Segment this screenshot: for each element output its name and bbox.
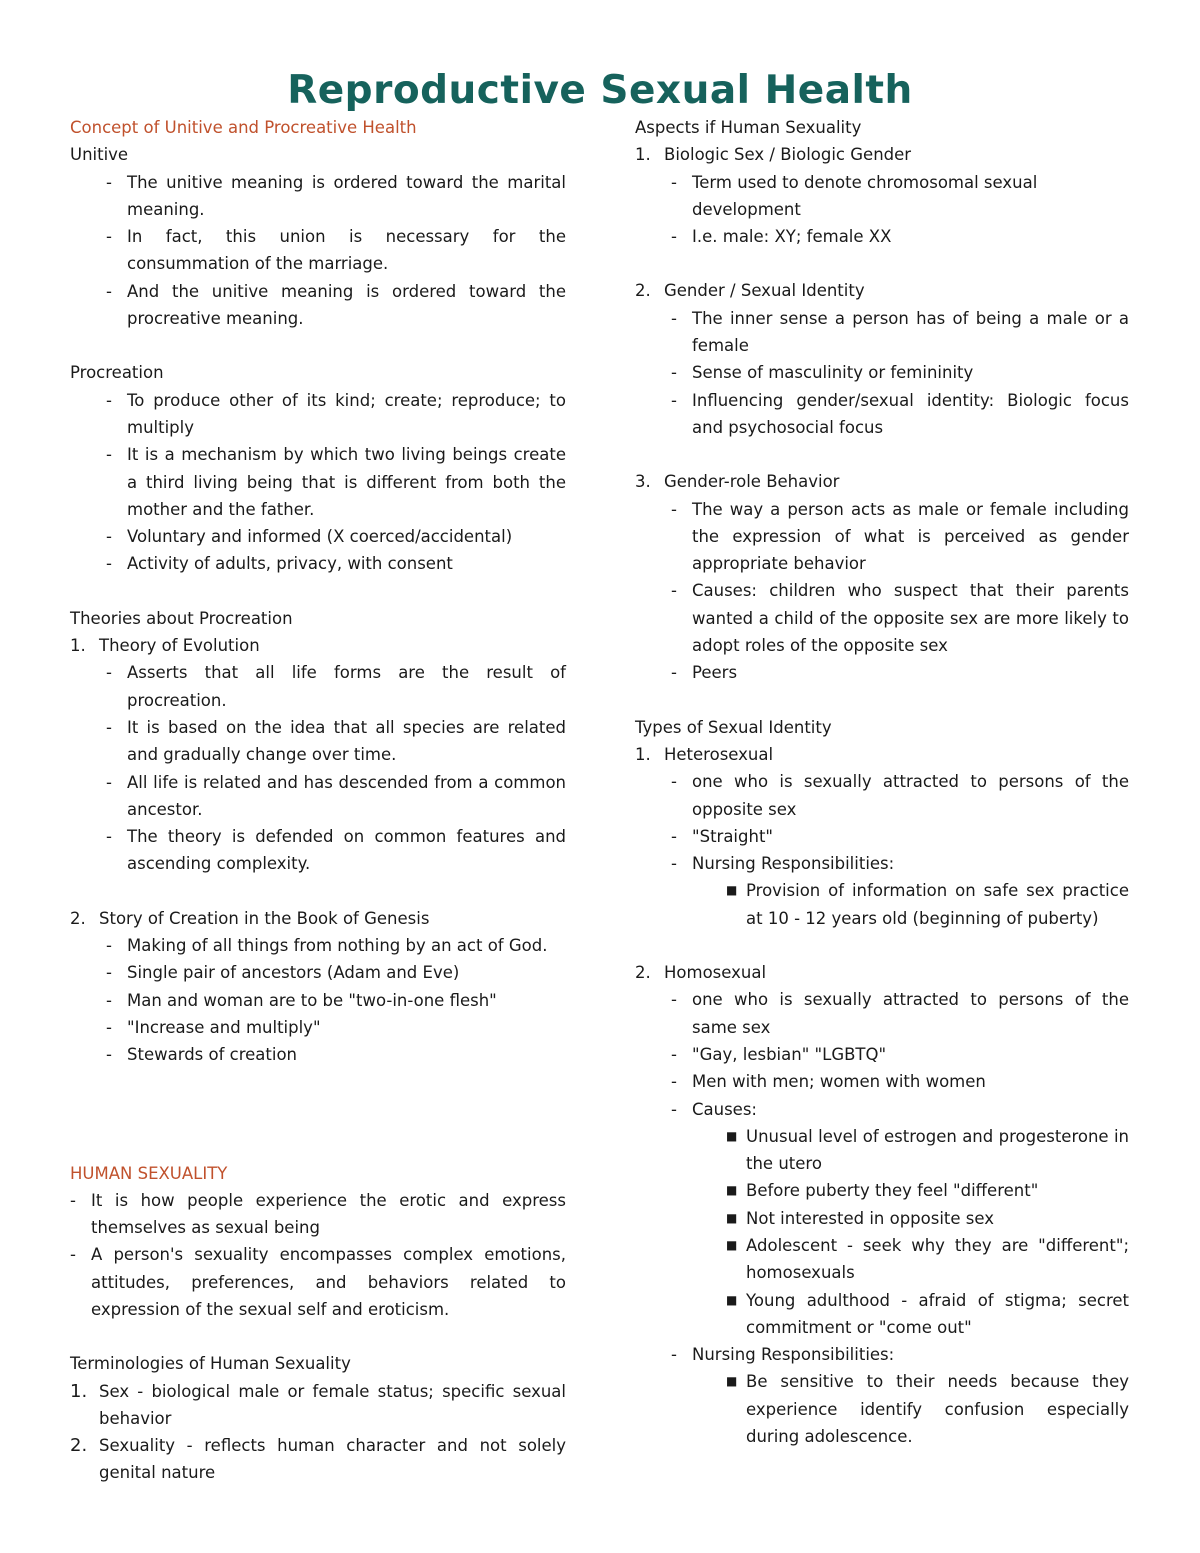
unitive-heading: Unitive [70,145,129,165]
list-item: - Single pair of ancestors (Adam and Eve) [106,963,460,983]
human-sexuality-list [70,1187,566,1323]
list-item: - The unitive meaning is ordered toward the marital meaning. [106,172,566,219]
types-heading: Types of Sexual Identity [635,717,832,737]
list-item: - Nursing Responsibilities: [671,1345,895,1365]
terminologies-heading: Terminologies of Human Sexuality [70,1354,351,1374]
procreation-list [70,387,566,578]
list-item: ■ Not interested in opposite sex [726,1208,995,1228]
aspects-heading: Aspects if Human Sexuality [635,118,862,137]
list-item: - Men with men; women with women [671,1072,986,1092]
list-item: - It is how people experience the erotic and express themselves as sexual being [70,1190,566,1238]
gender-identity-list [635,305,1129,441]
evolution-list [70,659,566,877]
list-item: 2. Sexuality - reflects human character and not solely genital nature [70,1435,566,1483]
list-item: - Sense of masculinity or femininity [671,363,974,383]
list-item: - The inner sense a person has of being a male or a female [671,308,1129,356]
list-item: ■ Be sensitive to their needs because they experience identify confusion especially during adolescence. [726,1372,1129,1447]
unitive-list [70,169,566,333]
list-item: - "Straight" [671,826,774,846]
list-item: ■ Before puberty they feel "different" [726,1181,1039,1201]
list-item: - Asserts that all life forms are the result of procreation. [106,663,566,710]
list-item: - The way a person acts as male or female including the expression of what is perceived as gender appropriate behavior [671,499,1129,574]
procreation-heading: Procreation [70,363,164,383]
list-item: 1. Sex - biological male or female status; specific sexual behavior [70,1380,566,1428]
aspect-gender-role: 3. Gender-role Behavior [635,472,840,492]
aspect-biologic-sex: 1. Biologic Sex / Biologic Gender [635,145,912,165]
list-item: - Term used to denote chromosomal sexual development [671,172,1038,219]
terminologies-list [70,1378,566,1487]
list-item: - "Gay, lesbian" "LGBTQ" [671,1044,887,1064]
theory-evolution: 1. Theory of Evolution [70,636,260,656]
list-item: - And the unitive meaning is ordered toward the procreative meaning. [106,281,566,329]
list-item: - Peers [671,663,738,683]
list-item: - Causes: [671,1099,757,1119]
list-item: ■ Unusual level of estrogen and progesterone in the utero [726,1126,1129,1174]
list-item: - It is based on the idea that all species are related and gradually change over time. [106,717,566,765]
list-item: - All life is related and has descended from a common ancestor. [106,772,566,819]
list-item: - one who is sexually attracted to persons of the opposite sex [671,772,1129,819]
right-column [635,114,1129,1450]
list-item: - Voluntary and informed (X coerced/accidental) [106,527,513,547]
list-item: - In fact, this union is necessary for the consummation of the marriage. [106,227,566,274]
list-item: - Man and woman are to be "two-in-one flesh" [106,990,497,1010]
left-column [70,114,566,1487]
list-item: ■ Provision of information on safe sex practice at 10 - 12 years old (beginning of puberty) [726,881,1129,928]
type-heterosexual: 1. Heterosexual [635,744,774,764]
list-item: - Stewards of creation [106,1045,298,1065]
biologic-sex-list [635,169,1129,251]
human-sexuality-heading: HUMAN SEXUALITY [70,1163,228,1183]
story-of-creation: 2. Story of Creation in the Book of Genesis [70,908,430,928]
list-item: - A person's sexuality encompasses complex emotions, attitudes, preferences, and behaviors related to expression of the sexual self and eroticism. [70,1245,566,1319]
list-item: - To produce other of its kind; create; reproduce; to multiply [106,390,566,437]
aspect-gender-identity: 2. Gender / Sexual Identity [635,281,865,301]
concept-heading: Concept of Unitive and Procreative Health [70,118,417,137]
list-item: - Causes: children who suspect that their parents wanted a child of the opposite sex are more likely to adopt roles of the opposite sex [671,581,1129,656]
type-homosexual: 2. Homosexual [635,963,767,983]
theories-heading: Theories about Procreation [70,608,293,628]
heterosexual-list [635,768,1129,932]
list-item: - Nursing Responsibilities: [671,854,895,874]
list-item: - Making of all things from nothing by an act of God. [106,936,548,956]
list-item: - "Increase and multiply" [106,1017,321,1037]
list-item: ■ Adolescent - seek why they are "different"; homosexuals [726,1235,1129,1283]
creation-list [70,932,566,1068]
homosexual-list [635,986,1129,1450]
list-item: - I.e. male: XY; female XX [671,227,892,247]
list-item: - Influencing gender/sexual identity: Biologic focus and psychosocial focus [671,390,1129,437]
page-title: Reproductive Sexual Health [287,68,913,113]
gender-role-list [635,496,1129,687]
list-item: - one who is sexually attracted to persons of the same sex [671,990,1129,1037]
list-item: ■ Young adulthood - afraid of stigma; secret commitment or "come out" [726,1290,1129,1337]
list-item: - It is a mechanism by which two living beings create a third living being that is different from both the mother and the father. [106,445,566,519]
list-item: - Activity of adults, privacy, with consent [106,554,453,574]
list-item: - The theory is defended on common features and ascending complexity. [106,827,566,874]
